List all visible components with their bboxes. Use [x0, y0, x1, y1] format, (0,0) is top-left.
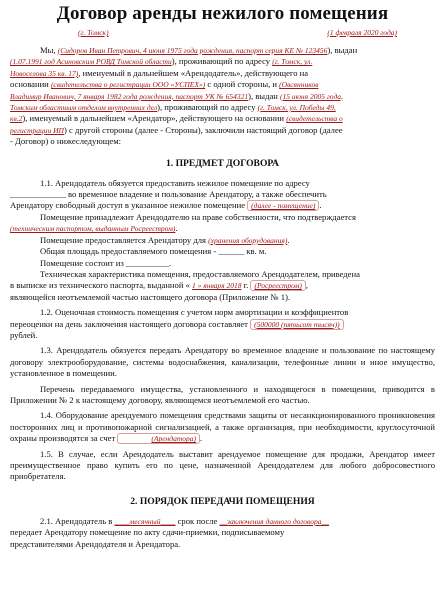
ownership-text: Помещение принадлежит Арендодателю на праве собственности, что подтверждается — [40, 211, 356, 222]
transfer-period: ____месячный____ — [114, 516, 176, 526]
preamble — [10, 45, 435, 148]
clause-1-1-line: 1.1. Арендодатель обязуется предоставить нежилое помещение по адресу — [40, 177, 310, 188]
lessor-basis: (свидетельства о регистрации ООО «УСПЕХ») — [50, 80, 206, 90]
clause-1-3: 1.3. Арендодатель обязуется передать Арендатору во временное владение и пользование по настоящему договору электрооборудование, системы водоснабжения, канализации, телефонные линии и иное имущество, установленное в помещении. — [10, 345, 435, 379]
lessee-passport-authority: Томским областным отделом внутренних дел — [10, 103, 158, 113]
clause-text: 2.1. Арендодатель в — [40, 515, 115, 526]
clause-1-4: 1.4. Оборудование арендуемого помещения средствами защиты от несанкционированного проникновения посторонних лиц и противопожарной сигнализацией, а также организация, при необходимости, круглосуточной охраны производятся за счет — [10, 410, 435, 444]
preamble-text: , именуемый в дальнейшем «Арендодатель», действующего на — [78, 67, 309, 78]
area-text: Общая площадь предоставляемого помещения - ______ кв. м. — [40, 246, 267, 257]
clause-text: Арендатору свободный доступ в указанное нежилое помещение — [10, 200, 248, 211]
tech-passport-date: 1 » января 2018 — [192, 281, 242, 291]
preamble-text: Мы, — [40, 45, 58, 55]
security-payer: (Арендатора) — [117, 433, 200, 444]
lessee-address-cont: кв.2 — [10, 114, 23, 124]
lessee-basis-cont: регистрации ИП — [10, 125, 64, 135]
place-date-row — [10, 27, 435, 39]
preamble-text: ) с другой стороны (далее - Стороны), заключили настоящий договор (далее — [63, 124, 343, 135]
section-2-heading: 2. ПОРЯДОК ПЕРЕДАЧИ ПОМЕЩЕНИЯ — [130, 495, 315, 507]
preamble-text: ), выдан — [327, 45, 358, 55]
assessed-value: (500000 (пятьсот тысяч)) — [250, 319, 344, 330]
section-2-body — [10, 516, 435, 550]
lessee-basis: (свидетельства о — [286, 114, 343, 124]
ownership-document: (техническим паспортом, выданным Росреестром) — [10, 224, 176, 234]
property-list-text: Перечень передаваемого имущества, установленного и находящегося в помещении, приводится в Приложении № 2 к настоящему договору, являющемся неотъемлемой его частью. — [10, 383, 435, 405]
clause-text: . — [287, 234, 290, 245]
clause-1-2-line: 1.2. Оценочная стоимость помещения с учетом норм амортизации и коэффициентов — [40, 307, 349, 318]
lessee-name-cont: Владимир Иванович, 7 января 1982 года рождения, паспорт УК № 654321 — [10, 91, 249, 101]
clause-text: Помещение предоставляется Арендатору для — [40, 234, 209, 245]
premises-purpose: (хранения оборудования) — [208, 235, 288, 245]
date-field: (1 февраля 2020 года) — [327, 28, 397, 37]
section-1-body — [10, 178, 435, 483]
clause-text: . — [199, 433, 203, 444]
lessee-address: (г. Томск, ул. Победы 49, — [257, 103, 336, 113]
premises-definition: (далее - помещение) — [247, 200, 319, 211]
clause-text: рублей. — [10, 329, 38, 340]
clause-1-1-line: _____________ во временное владение и пользование Арендатору, а также обеспечить — [10, 189, 327, 200]
lessor-name: (Сидоров Иван Петрович, 4 июня 1975 года рождения, паспорт серия КЕ № 123456 — [57, 46, 328, 55]
lessee-passport-issued: (15 июня 2005 года, — [280, 91, 343, 101]
section-1-heading: 1. ПРЕДМЕТ ДОГОВОРА — [166, 157, 279, 169]
rooms-text: Помещение состоит из __________. — [40, 257, 172, 268]
lessee-name: (Овсянников — [279, 80, 319, 90]
clause-text: срок после — [175, 515, 220, 526]
preamble-text: ), именуемый в дальнейшем «Арендатор», действующего на основании — [22, 113, 287, 124]
tech-passport-issuer: (Росреестром) — [250, 280, 305, 291]
clause-text: . — [175, 223, 178, 234]
lessor-address-cont: Новоселова 35 кв. 17) — [10, 68, 79, 78]
clause-text: г. — [241, 280, 251, 291]
preamble-text: основании — [10, 79, 51, 90]
tech-text: являющейся неотъемлемой частью настоящего договора (Приложение № 1). — [10, 291, 291, 302]
place-field: (г. Томск) — [78, 28, 109, 37]
lessor-address: (г. Томск, ул. — [272, 57, 313, 67]
preamble-text: ), выдан — [248, 90, 281, 101]
preamble-text: ), проживающий по адресу — [157, 102, 258, 113]
clause-2-1-line: передает Арендатору помещение по акту сдачи-приемки, подписываемому — [10, 527, 285, 538]
clause-text: . — [319, 200, 322, 211]
clause-text: переоценки на день заключения настоящего договора составляет — [10, 318, 251, 329]
document-title: Договор аренды нежилого помещения — [56, 3, 389, 24]
clause-text: , — [305, 280, 309, 291]
tech-text: Техническая характеристика помещения, предоставляемого Арендодателем, приведена — [40, 268, 360, 279]
transfer-trigger: __заключения данного договора__ — [219, 516, 329, 526]
clause-1-5: 1.5. В случае, если Арендодатель выставит арендуемое помещение для продажи, Арендатор имеет преимущественное право купить его по цене, назначенной Арендодателем для любого добросовестного приобретателя. — [10, 448, 435, 482]
preamble-text: ), проживающий по адресу — [171, 56, 273, 67]
clause-2-1-line: представителями Арендодателя и Арендатора. — [10, 538, 181, 549]
preamble-text: - Договор) о нижеследующем: — [10, 136, 122, 147]
lessor-passport-issued: (1.07.1991 год Асиновским РОВД Томской области — [10, 57, 172, 67]
clause-text: в выписке из технического паспорта, выданной « — [10, 280, 193, 291]
preamble-text: с одной стороны, и — [205, 79, 280, 90]
